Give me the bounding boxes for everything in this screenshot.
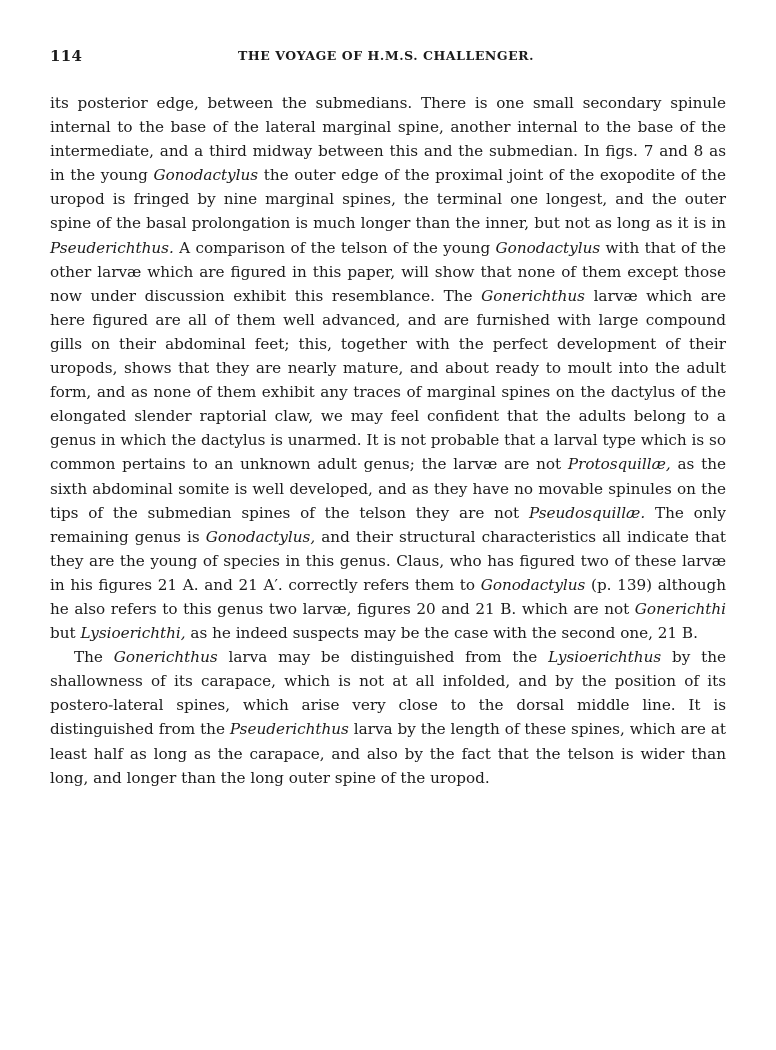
italic-term: Pseuderichthus [229,720,349,739]
text-run: larva by the length of these spines, which are at least half as long as the carapace, and also by the fact that the telson is wider than long, and longer than the long outer spine of the uropod. [50,720,726,787]
text-run: with that of the other larvæ which are figured in this paper, will show that none of them except those now under discussion exhibit this resemblance. The [50,238,726,305]
italic-term: Protosquillæ, [567,455,671,474]
italic-term: Lysioerichthus [548,648,662,667]
italic-term: Gonodactylus [480,575,586,594]
page-number: 114 [50,47,83,65]
italic-term: Gonerichthus [481,286,585,305]
italic-term: Gonerichthus [113,648,218,667]
text-run: as the sixth abdominal somite is well developed, and as they have no movable spinules on the tips of the submedian spines of the telson they are not [50,455,726,522]
running-title: THE VOYAGE OF H.M.S. CHALLENGER. [238,48,535,63]
text-run: larva may be distinguished from the [217,648,549,667]
italic-term: Gonodactylus [153,166,259,185]
text-run: the outer edge of the proximal joint of the exopodite of the uropod is fringed by nine marginal spines, the terminal one longest, and the outer spine of the basal prolongation is much longer than the inner, but not as long as it is in [50,166,726,233]
text-run: A comparison of the telson of the young [173,238,496,257]
italic-term: Gonodactylus, [205,527,316,546]
body-text [50,91,726,790]
book-page [50,0,726,790]
text-run: but [50,624,81,643]
text-run: The [74,648,114,667]
italic-term: Lysioerichthi, [80,624,186,643]
text-run: as he indeed suspects may be the case with the second one, 21 B. [185,624,698,643]
italic-term: Gonerichthi [634,599,726,618]
page-header [50,47,726,77]
italic-term: Pseudosquillæ. [528,503,646,522]
text-run: its posterior edge, between the submedians. There is one small secondary spinule internal to the base of the lateral marginal spine, another internal to the base of the intermediate, and a third midway between this and the submedian. In figs. 7 and 8 as in the young [50,94,726,185]
text-run: and their structural characteristics all indicate that they are the young of species in this genus. Claus, who has figured two of these larvæ in his figures 21 A. and 21 A′. correctly refers them to [50,527,726,594]
text-run: larvæ which are here figured are all of them well advanced, and are furnished with large compound gills on their abdominal feet; this, together with the perfect development of their uropods, shows that they are nearly mature, and about ready to moult into the adult form, and as none of them exhibit any traces of marginal spines on the dactylus of the elongated slender raptorial claw, we may feel confident that the adults belong to a genus in which the dactylus is unarmed. It is not probable that a larval type which is so common pertains to an unknown adult genus; the larvæ are not [50,286,726,474]
italic-term: Pseuderichthus. [50,238,174,257]
italic-term: Gonodactylus [495,238,601,257]
text-run: by the shallowness of its carapace, which is not at all infolded, and by the position of its postero-lateral spines, which arise very close to the dorsal middle line. It is distinguished from the [50,648,726,739]
text-run: (p. 139) although he also refers to this genus two larvæ, figures 20 and 21 B. which are not [50,575,726,618]
paragraph-1 [50,91,726,645]
paragraph-2 [50,645,726,790]
text-run: The only remaining genus is [50,503,726,546]
